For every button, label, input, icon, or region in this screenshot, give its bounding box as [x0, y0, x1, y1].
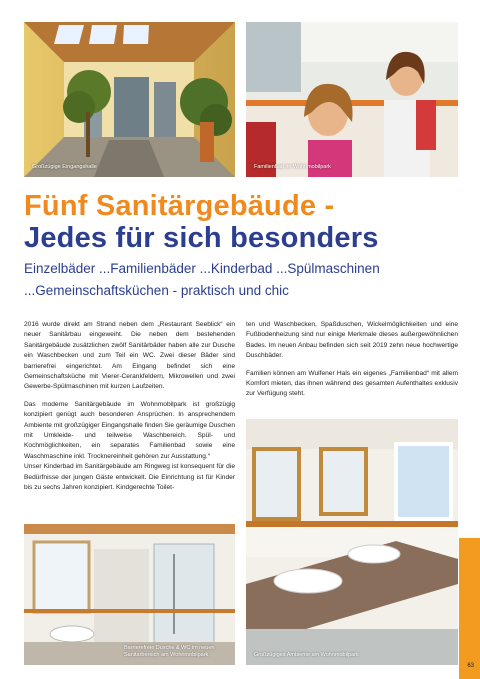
right-text-column: [246, 320, 458, 407]
entrance-hall-caption: Großzügige Eingangshalle: [32, 163, 97, 170]
paragraph-children-bath: Unser Kinderbad im Sanitärgebäude am Ringweg ist konsequent für die Bedürfnisse der jungen Gäste entwickelt. Die Einrichtung ist für Kinder bis zu sechs Jahren konzipiert. Kindgerechte Toilet-: [24, 463, 235, 492]
paragraph-family-bath: Familien können am Wulfener Hals ein eigenes „Familienbad“ mit allem Komfort mieten, das ihnen während des gesamten Aufenthaltes exklusiv zur Verfügung steht.: [246, 369, 458, 398]
washbasins-photo: [246, 419, 458, 665]
entrance-hall-photo: [24, 22, 235, 177]
entrance-hall-illustration: [24, 22, 235, 177]
headline-line-1: Fünf Sanitärgebäude -: [24, 190, 335, 222]
family-bath-illustration: [246, 22, 458, 177]
orange-side-bar: [459, 538, 480, 679]
accessible-shower-photo: [24, 524, 235, 665]
headline-line-2: Jedes für sich besonders: [24, 222, 379, 254]
washbasins-caption: Großzügiges Ambiente am Wohnmobilpark: [254, 651, 359, 658]
subheadline-line-2: ...Gemeinschaftsküchen - praktisch und chic: [24, 283, 289, 298]
family-bath-photo: [246, 22, 458, 177]
paragraph-new-sanitary-building: 2016 wurde direkt am Strand neben dem „Restaurant Seeblick“ ein neuer Sanitärbau eingeweiht. Die neben dem bestehenden Sanitärgebäude zusätzlichen zwölf Sanitärbäder haben alle zur Dusche ein Waschbecken und zum Teil ein WC. Zwei dieser Bäder sind barrierefrei eingerichtet. Am Eingang befindet sich eine Gemeinschaftsküche mit Vierer-Cerankfeldern, Mikrowellen und zwei Gewerbe-Spülmaschinen mit kurzen Laufzeiten.: [24, 321, 235, 391]
paragraph-children-bath-continued: ten und Waschbecken, Spaßduschen, Wickelmöglichkeiten und eine Fußbodenheizung sind nur einige Merkmale dieses außergewöhnlichen Bades. Im neuen Anbau befinden sich seit 2019 zehn neue hochwertige Duschbäder.: [246, 321, 458, 360]
paragraph-motorhome-park: Das moderne Sanitärgebäude im Wohnmobilpark ist großzügig konzipiert genügt auch besonderen Ansprüchen. In ansprechendem Ambiente mit großzügiger Eingangshalle finden Sie geräumige Duschen mit Umkleide- und teilweise Waschbereich. Spül- und Kochmöglichkeiten, ein separates Familienbad sowie eine Waschmaschine inkl. Trocknereinheit gehören zur Ausstattung.“: [24, 400, 235, 460]
accessible-shower-caption: Barrierefreie Dusche & WC im neuen Sanitärbereich am Wohnmobilpark: [124, 644, 215, 658]
family-bath-caption: Familienbad im Wohnmobilpark: [254, 163, 331, 170]
washbasins-illustration: [246, 419, 458, 665]
subheadline-line-1: Einzelbäder ...Familienbäder ...Kinderbad ...Spülmaschinen: [24, 261, 380, 276]
page-number: 63: [467, 663, 474, 669]
left-text-column: [24, 320, 235, 501]
